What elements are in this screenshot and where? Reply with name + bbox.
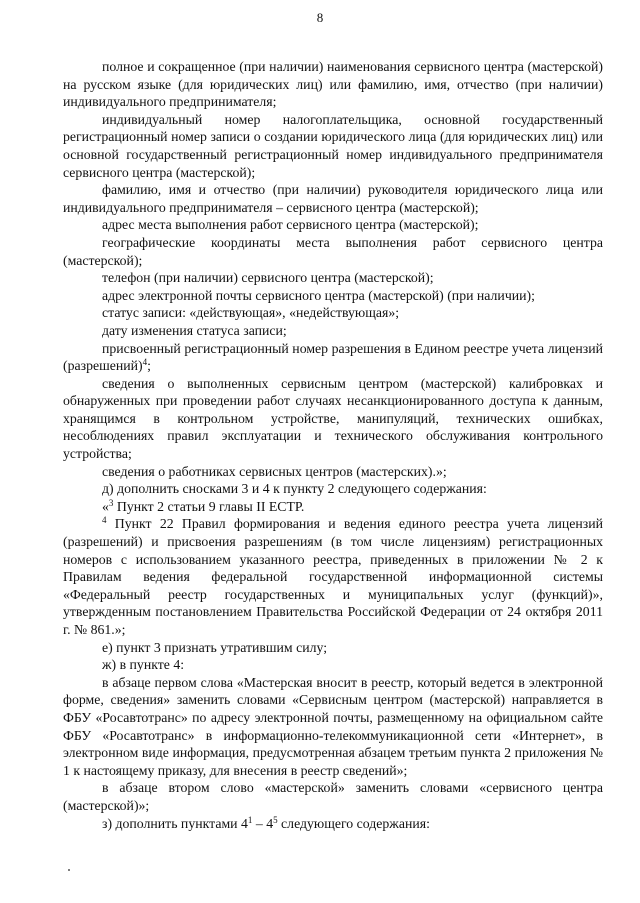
footnote-number: 3	[108, 497, 114, 508]
paragraph: дату изменения статуса записи;	[102, 322, 287, 338]
footnote-paragraph: «$^3$ Пункт 2 статьи 9 главы II ЕСТР.	[102, 497, 305, 514]
paragraph: адрес места выполнения работ сервисного центра (мастерской);	[102, 217, 479, 233]
paragraph: географические координаты места выполнения работ сервисного центра (мастерской);	[63, 234, 603, 268]
paragraph: фамилию, имя и отчество (при наличии) руководителя юридического лица или индивидуального предпринимателя – сервисного центра (мастерской);	[63, 182, 603, 215]
paragraph: индивидуальный номер налогоплательщика, основной государственный регистрационный номер записи о создании юридического лица (для юридических лиц) или основной государственный регистрационный номер индивидуального предпринимателя сервисного центра (мастерской);	[63, 111, 603, 180]
paragraph: д) дополнить сносками 3 и 4 к пункту 2 следующего содержания:	[102, 481, 487, 497]
paragraph: сведения о выполненных сервисным центром (мастерской) калибровках и обнаруженных при проведении работ случаях несанкционированного доступа к данным, хранящимся в контрольном устройстве, манипуляций, технических ошибках, несоблюдениях правил эксплуатации и технического обслуживания контрольного устройства;	[63, 375, 603, 462]
superscript-1: 1	[247, 814, 253, 825]
footnote-ref: 4	[142, 357, 148, 368]
paragraph: в абзаце втором слово «мастерской» заменить словами «сервисного центра (мастерской)»;	[63, 780, 603, 813]
page-number: 8	[316, 10, 324, 25]
paragraph: полное и сокращенное (при наличии) наименования сервисного центра (мастерской) на русском языке (для юридических лиц) или фамилию, имя, отчество (при наличии) индивидуального предпринимателя;	[63, 59, 603, 110]
footnote-number: 4	[102, 515, 107, 526]
paragraph: е) пункт 3 признать утратившим силу;	[102, 639, 328, 655]
paragraph: в абзаце первом слова «Мастерская вносит в реестр, который ведется в электронной форме, сведения» заменить словами «Сервисным центром (мастерской) направляется в ФБУ «Росавтотранс» по адресу электронной почты, размещенному на официальном сайте ФБУ «Росавтотранс» в информационно-телекоммуникационной сети «Интернет», в электронном виде информация, предусмотренная абзацем третьим пункта 2 приложения № 1 к настоящему приказу, для внесения в реестр сведений»;	[63, 674, 603, 778]
paragraph: присвоенный регистрационный номер разрешения в Едином реестре учета лицензий (разрешений)$^4$;	[63, 340, 603, 374]
paragraph: статус записи: «действующая», «недействующая»;	[102, 305, 400, 321]
paragraph: сведения о работниках сервисных центров (мастерских).»;	[102, 463, 447, 479]
paragraph: ж) в пункте 4:	[102, 657, 185, 673]
paragraph: адрес электронной почты сервисного центра (мастерской) (при наличии);	[102, 287, 535, 303]
footnote-paragraph: $^4$ Пункт 22 Правил формирования и ведения единого реестра учета лицензий (разрешений) и присвоения разрешениям (в том числе лицензиям) регистрационных номеров с использованием указанного реестра, приведенных в приложении № 2 к Правилам ведения федеральной государственной информационной системы «Федеральный реестр государственных и муниципальных услуг (функций)», утвержденным постановлением Правительства Российской Федерации от 24 октября 2011 г. № 861.»;	[63, 515, 603, 637]
superscript-5: 5	[273, 814, 278, 825]
scan-speck	[68, 869, 70, 871]
paragraph: з) дополнить пунктами $4^1 - 4^5$ следующего содержания:	[102, 814, 430, 831]
document-body	[63, 58, 603, 832]
paragraph: телефон (при наличии) сервисного центра (мастерской);	[102, 270, 434, 286]
